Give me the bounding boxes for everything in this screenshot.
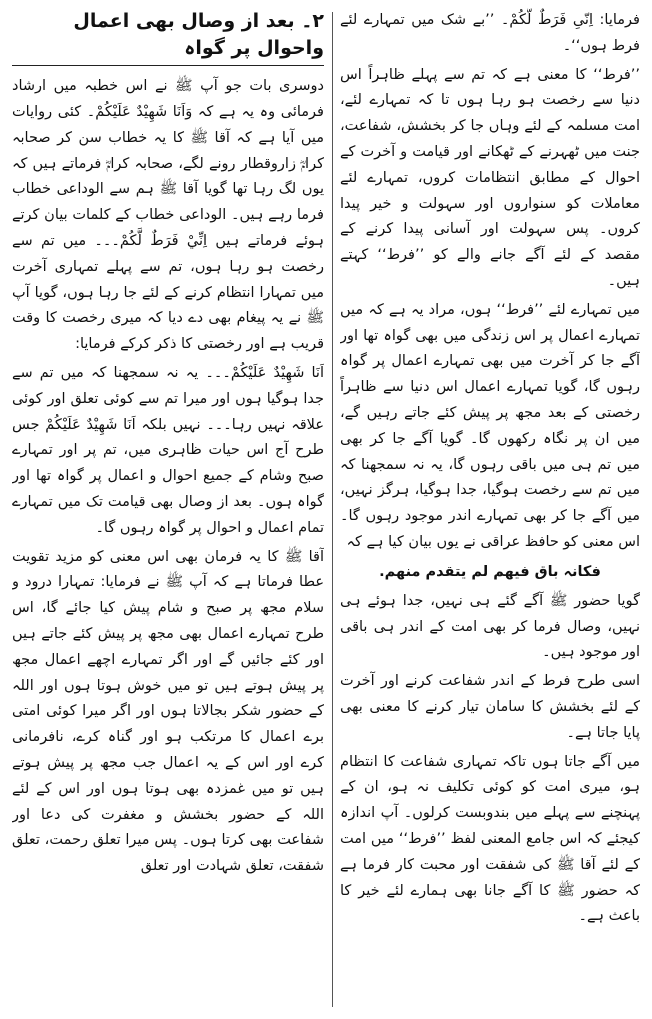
left-column [12,8,324,1009]
right-paragraph-1: فرمایا: اِنّیِ فَرَطٌ لَّکُمْ۔ ’’بے شک میں تمہارے لئے فرط ہوں‘‘۔ [340,12,640,54]
arabic-verse: فکانہ باق فیھم لم یتقدم منھم. [379,563,601,580]
right-paragraph-3: میں تمہارے لئے ’’فرط‘‘ ہوں، مراد یہ ہے کہ میں تمہارے اعمال پر اس زندگی میں بھی گواہ تھا اور آگے جا کر آخرت میں بھی تمہارے اعمال پر گواہ رہوں گا، گویا تمہارے اعمال اس دنیا سے ظاہراً رخصتی کے بعد مجھ پر پیش کئے جاتے رہیں گے، میں ان پر نگاہ رکھوں گا۔ گویا آگے جا کر بھی میں تم ہی میں باقی رہوں گا، یہ نہ سمجھنا کہ میں تم سے رخصت ہوگیا، جدا ہوگیا، ہرگز نہیں، میں آگے جا کر بھی تمہارے اندر موجود رہوں گا۔ اس معنی کو حافظ عراقی نے یوں بیان کیا ہے کہ [340,301,640,550]
left-paragraph-2: اَنَا شَهِيْدٌ عَلَيْكُمْ۔۔۔ یہ نہ سمجھنا کہ میں تم سے جدا ہوگیا ہوں اور میرا تم سے کوئی تعلق اور کوئی علاقہ نہیں رہا۔۔۔ نہیں بلکہ اَنَا شَهِيْدٌ عَلَيْكُمْ جس طرح آج اس حیات ظاہری میں، تم پر اور تمہارے صبح وشام کے جمیع احوال و اعمال پر گواہ تھا اور گواہ ہوں۔ بعد از وصال بھی قیامت تک میں تمہارے تمام اعمال و احوال پر گواہ رہوں گا۔ [12,364,324,536]
right-paragraph-4: گویا حضور ﷺ آگے گئے ہی نہیں، جدا ہوئے ہی نہیں، وصال فرما کر بھی امت کے اندر ہی باقی اور موجود ہیں۔ [340,592,640,661]
right-column [340,8,640,1009]
left-paragraph-3: آقا ﷺ کا یہ فرمان بھی اس معنی کو مزید تقویت عطا فرماتا ہے کہ آپ ﷺ نے فرمایا: تمہارا درود و سلام مجھ پر صبح و شام پیش کیا جائے گا، اس طرح تمہارے اعمال بھی مجھ پر پیش کئے جاتے ہیں اور کئے جائیں گے اور اگر تمہارے اچھے اعمال مجھ پر پیش ہوتے ہیں تو میں خوش ہوتا ہوں اور اللہ کے حضور شکر بجالاتا ہوں اور اگر میرا کوئی امتی برے اعمال کا مرتکب ہو اور گناہ کرے، نافرمانی کرے اور اس کے یہ اعمال جب مجھ پر پیش ہوتے ہیں تو میں غمزدہ بھی ہوتا ہوں اور اس کے لئے اللہ کے حضور بخشش و مغفرت کی دعا اور شفاعت بھی کرتا ہوں۔ پس میرا تعلق رحمت، تعلق شفقت، تعلق شہادت اور تعلق [12,548,324,875]
column-divider [332,12,333,1007]
right-paragraph-5: اسی طرح فرط کے اندر شفاعت کرنے اور آخرت کے لئے بخشش کا سامان تیار کرنے کا معنی بھی پایا جاتا ہے۔ [340,673,640,741]
right-paragraph-2: ’’فرط‘‘ کا معنی ہے کہ تم سے پہلے ظاہراً اس دنیا سے رخصت ہو رہا ہوں تا کہ تمہارے لئے، امت مسلمہ کے لئے وہاں جا کر بخشش، شفاعت، جنت میں ٹھہرنے کے ٹھکانے اور قیامت و آخرت کے احوال کے مطابق انتظامات کروں، تمہارے لئے معاملات کو سنواروں اور سہولت و خیر پیدا کروں۔ پس سہولت اور آسانی پیدا کرنے کے مقصد کے لئے آگے جانے والے کو ’’فرط‘‘ کہتے ہیں۔ [340,66,640,289]
right-paragraph-6: میں آگے جاتا ہوں تاکہ تمہاری شفاعت کا انتظام ہو، میری امت کو کوئی تکلیف نہ ہو، ان کے پہنچنے سے پہلے میں بندوبست کرلوں۔ آپ اندازہ کیجئے کہ اس جامع المعنی لفظ ’’فرط‘‘ میں امت کے لئے آقا ﷺ کی شفقت اور محبت کار فرما ہے کہ حضور ﷺ کا آگے جانا بھی ہمارے لئے خیر کا باعث ہے۔ [340,753,640,925]
section-heading: ۲۔ بعد از وصال بھی اعمال واحوال پر گواہ [12,8,324,66]
left-paragraph-1: دوسری بات جو آپ ﷺ نے اس خطبہ میں ارشاد فرمائی وہ یہ ہے کہ وَاَنَا شَهِيْدٌ عَلَيْكُمْ۔ کئی روایات میں آیا ہے کہ آقا ﷺ کا یہ خطاب سن کر صحابہ کرامؓ زاروقطار رونے لگے، صحابہ کرامؓ فرماتے ہیں کہ یوں لگ رہا تھا گویا آقا ﷺ ہم سے الوداعی خطاب فرما رہے ہیں۔ الوداعی خطاب کے کلمات بیان کرتے ہوئے فرماتے ہیں اِنِّيْ فَرَطٌ لَّکُمْ۔۔۔ میں تم سے رخصت ہو رہا ہوں، تم سے پہلے تمہاری آخرت میں تمہارا انتظام کرنے کے لئے جا رہا ہوں، گویا آپ ﷺ نے یہ پیغام بھی دے دیا کہ میری رخصت کا وقت قریب ہے اور رخصتی کا ذکر کرکے فرمایا: [12,78,324,353]
